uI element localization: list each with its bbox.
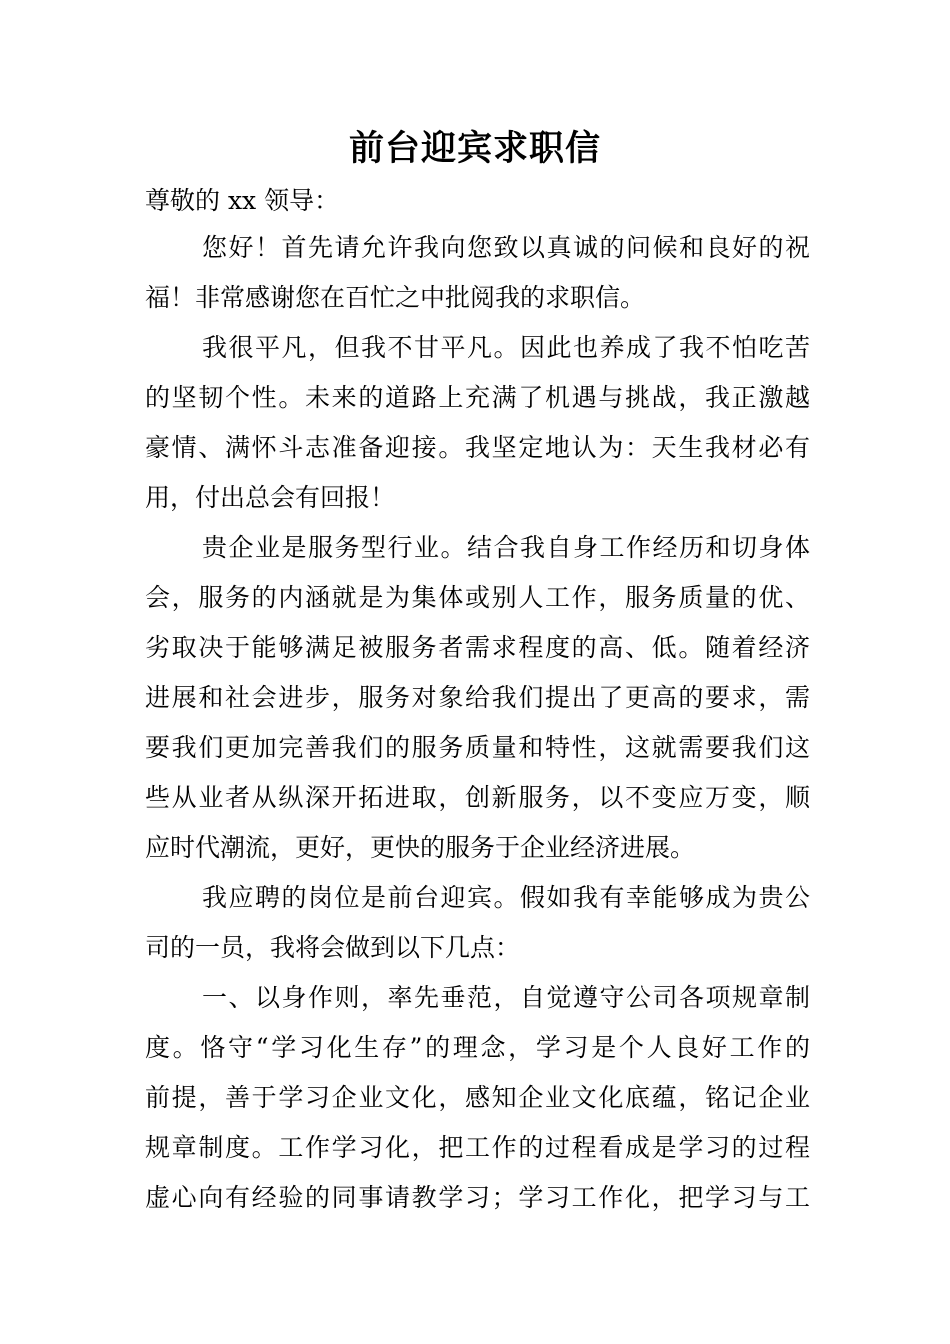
text-line: 用，付出总会有回报！ bbox=[145, 483, 396, 512]
text-line: 规章制度。工作学习化，把工作的过程看成是学习的过程 bbox=[145, 1133, 810, 1162]
text-line: 虚心向有经验的同事请教学习；学习工作化，把学习与工 bbox=[145, 1183, 810, 1212]
document-title: 前台迎宾求职信 bbox=[348, 129, 601, 169]
salutation-line: 尊敬的 xx 领导： bbox=[145, 186, 340, 215]
text-line: 度。恪守“学习化生存”的理念，学习是个人良好工作的 bbox=[145, 1033, 810, 1062]
text-line: 贵企业是服务型行业。结合我自身工作经历和切身体 bbox=[202, 533, 810, 562]
text-line: 要我们更加完善我们的服务质量和特性，这就需要我们这 bbox=[145, 733, 810, 762]
text-line: 的坚韧个性。未来的道路上充满了机遇与挑战，我正激越 bbox=[145, 383, 810, 412]
text-line: 些从业者从纵深开拓进取，创新服务，以不变应万变，顺 bbox=[145, 783, 810, 812]
text-line: 我很平凡，但我不甘平凡。因此也养成了我不怕吃苦 bbox=[202, 333, 810, 362]
text-line: 福！非常感谢您在百忙之中批阅我的求职信。 bbox=[145, 283, 646, 312]
text-line: 一、以身作则，率先垂范，自觉遵守公司各项规章制 bbox=[202, 983, 810, 1012]
text-line: 您好！首先请允许我向您致以真诚的问候和良好的祝 bbox=[202, 233, 810, 262]
text-line: 劣取决于能够满足被服务者需求程度的高、低。随着经济 bbox=[145, 633, 810, 662]
text-line: 前提，善于学习企业文化，感知企业文化底蕴，铭记企业 bbox=[145, 1083, 810, 1112]
text-line: 会，服务的内涵就是为集体或别人工作，服务质量的优、 bbox=[145, 583, 810, 612]
text-line: 豪情、满怀斗志准备迎接。我坚定地认为：天生我材必有 bbox=[145, 433, 810, 462]
text-line: 我应聘的岗位是前台迎宾。假如我有幸能够成为贵公 bbox=[202, 883, 810, 912]
text-line: 应时代潮流，更好，更快的服务于企业经济进展。 bbox=[145, 833, 696, 862]
text-line: 司的一员，我将会做到以下几点： bbox=[145, 933, 521, 962]
text-line: 进展和社会进步，服务对象给我们提出了更高的要求，需 bbox=[145, 683, 810, 712]
